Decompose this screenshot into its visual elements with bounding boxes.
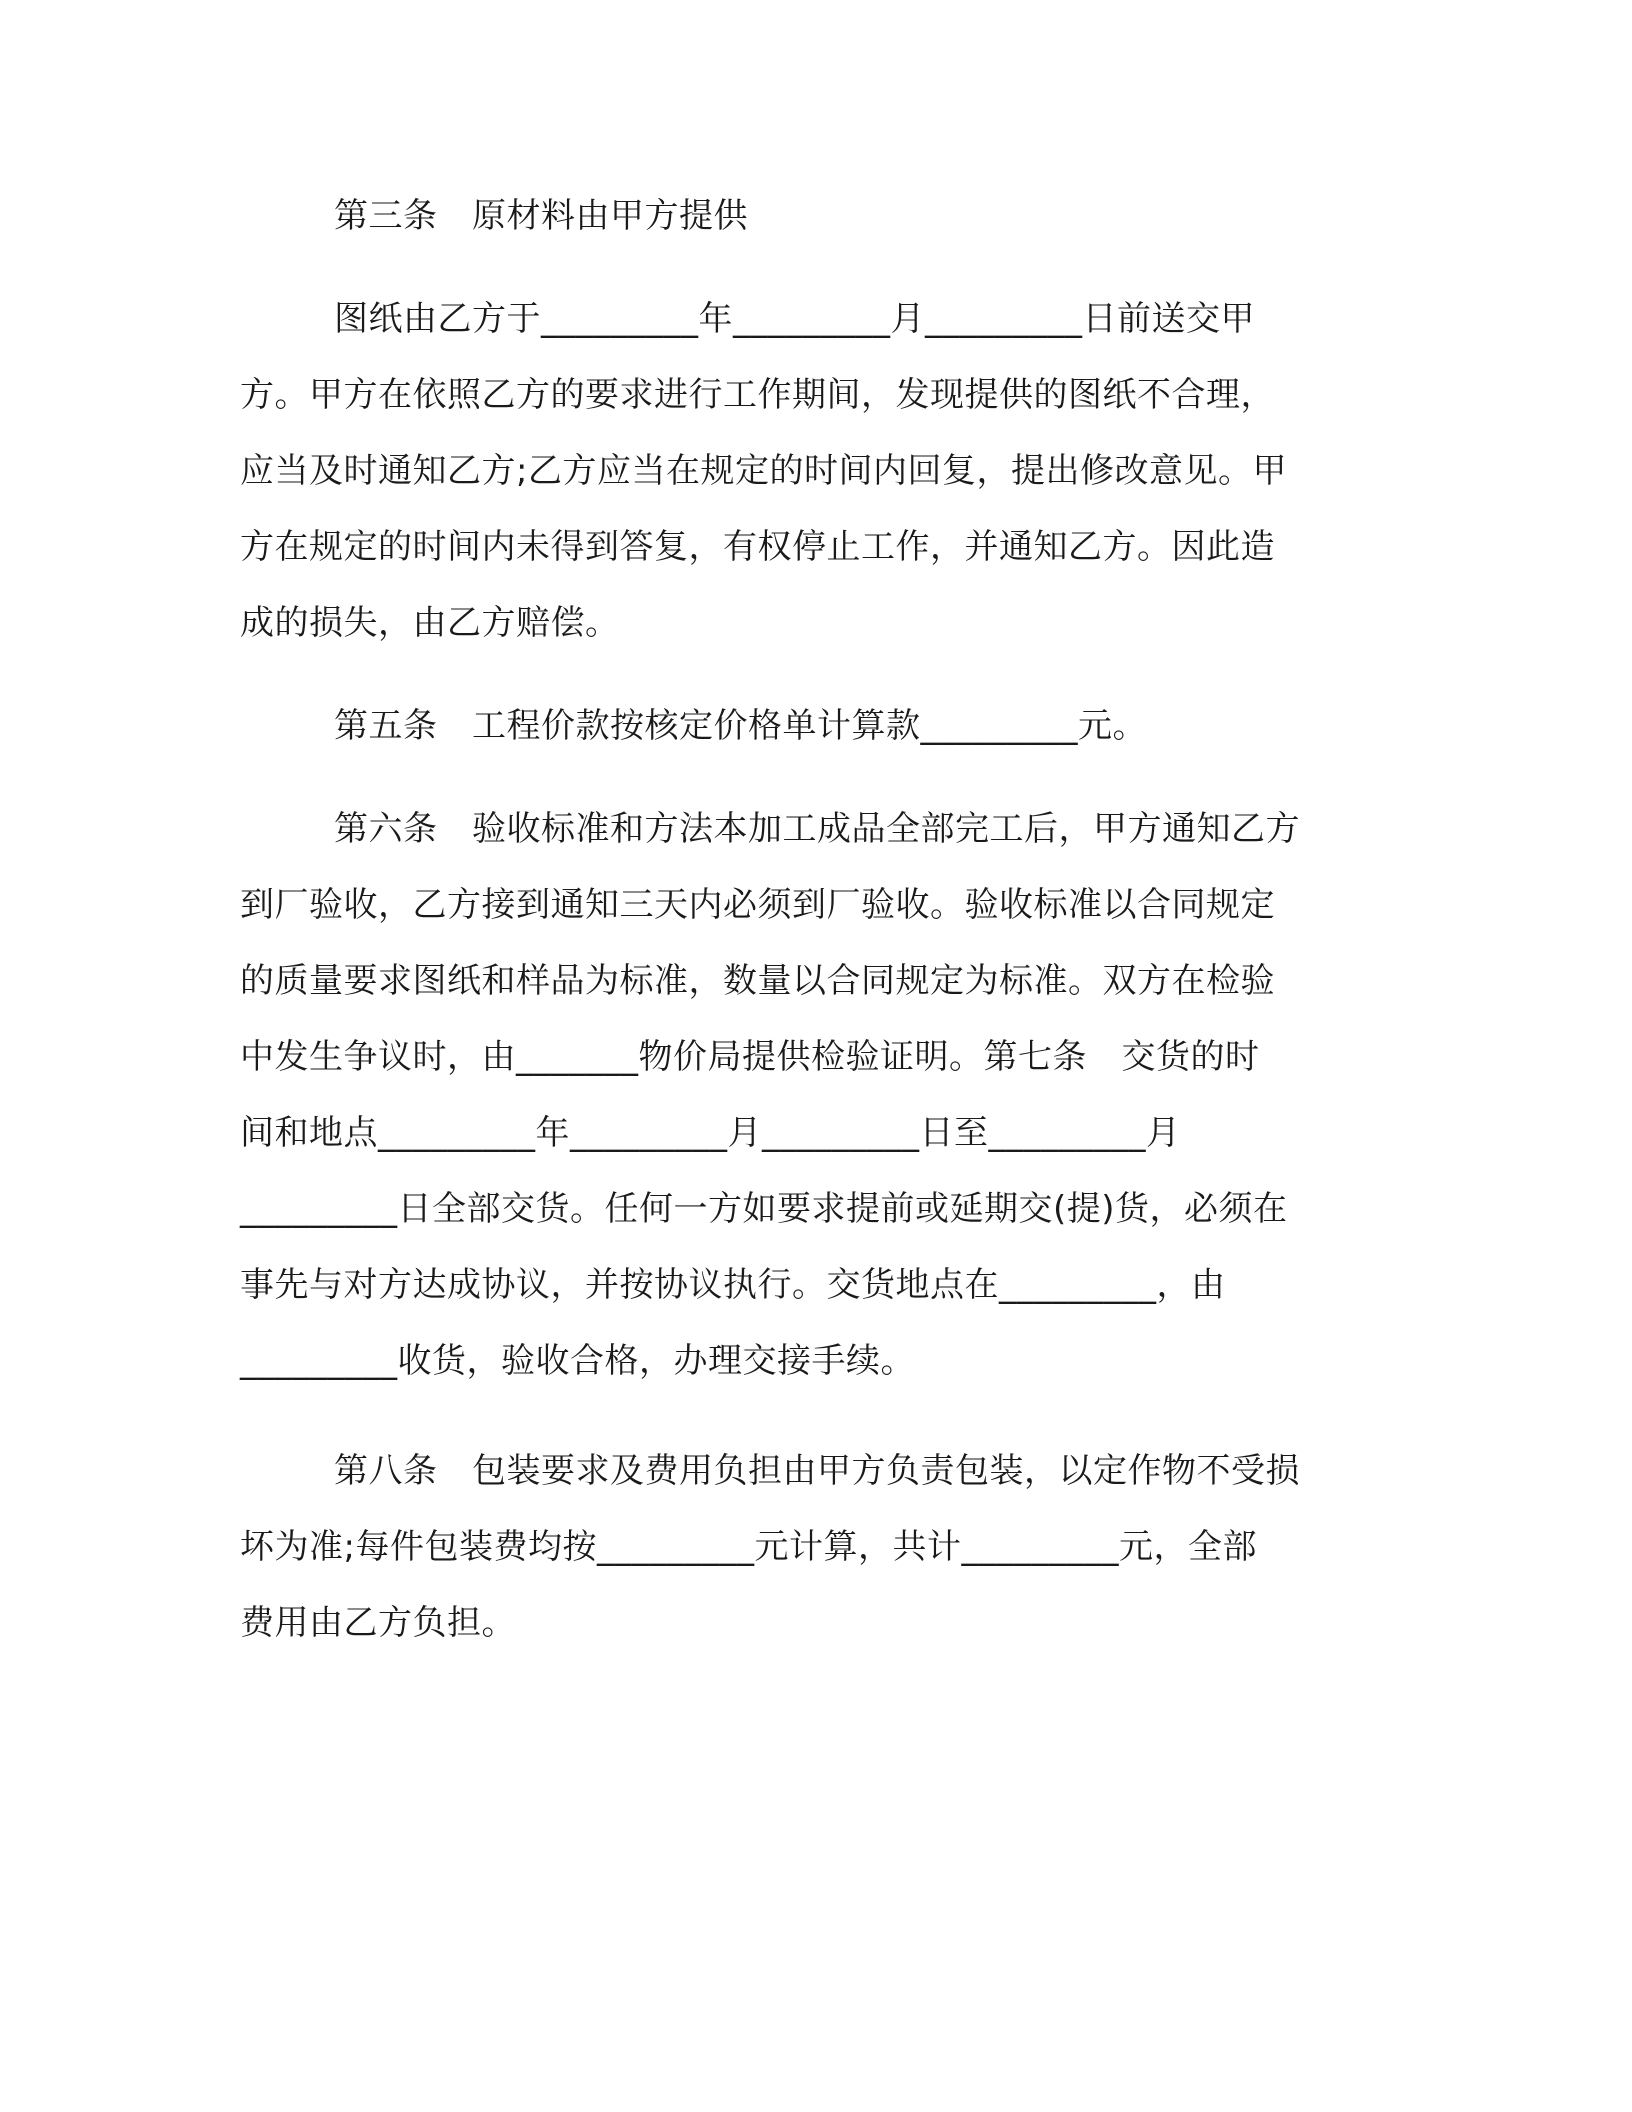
paragraph-line: 图纸由乙方于_________年_________月_________日前送交甲 — [334, 299, 1255, 339]
paragraph-line: 成的损失，由乙方赔偿。 — [240, 603, 620, 643]
paragraph-line: 方在规定的时间内未得到答复，有权停止工作，并通知乙方。因此造 — [240, 527, 1275, 567]
paragraph-line: 坏为准;每件包装费均按_________元计算，共计_________元，全部 — [240, 1527, 1257, 1567]
paragraph-line: 到厂验收，乙方接到通知三天内必须到厂验收。验收标准以合同规定 — [240, 885, 1275, 925]
article-8-line: 第八条 包装要求及费用负担由甲方负责包装，以定作物不受损 — [334, 1451, 1300, 1491]
article-5-line: 第五条 工程价款按核定价格单计算款_________元。 — [334, 706, 1147, 746]
paragraph-line: 应当及时通知乙方;乙方应当在规定的时间内回复，提出修改意见。甲 — [240, 451, 1287, 491]
paragraph-line: 的质量要求图纸和样品为标准，数量以合同规定为标准。双方在检验 — [240, 961, 1275, 1001]
article-3-heading: 第三条 原材料由甲方提供 — [334, 196, 748, 236]
paragraph-line: 事先与对方达成协议，并按协议执行。交货地点在_________，由 — [240, 1265, 1226, 1305]
paragraph-line: 中发生争议时，由_______物价局提供检验证明。第七条 交货的时 — [240, 1037, 1260, 1077]
paragraph-line: _________收货，验收合格，办理交接手续。 — [240, 1341, 915, 1381]
paragraph-line: 方。甲方在依照乙方的要求进行工作期间，发现提供的图纸不合理， — [240, 375, 1275, 415]
paragraph-line: 间和地点_________年_________月_________日至_________月 — [240, 1113, 1181, 1153]
paragraph-line: _________日全部交货。任何一方如要求提前或延期交(提)货，必须在 — [240, 1189, 1288, 1229]
paragraph-line: 费用由乙方负担。 — [240, 1603, 516, 1643]
article-6-line: 第六条 验收标准和方法本加工成品全部完工后，甲方通知乙方 — [334, 809, 1300, 849]
